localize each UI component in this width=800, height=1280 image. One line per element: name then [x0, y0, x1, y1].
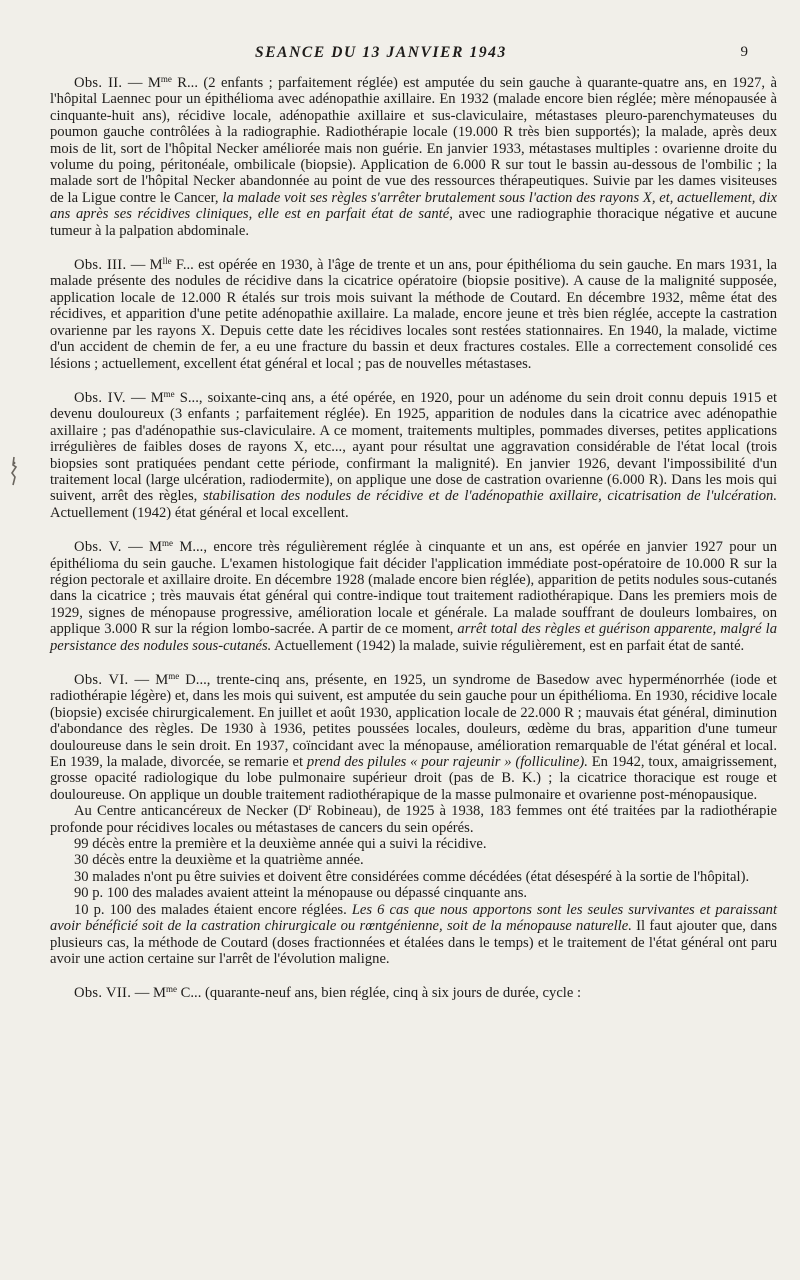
observation-label: Obs. IV.: [74, 389, 126, 406]
observation-label: Obs. V.: [74, 539, 122, 556]
observation-6: [50, 672, 777, 803]
observation-text: F... est opérée en 1930, à l'âge de trente et un ans, pour épithélioma du sein gauche. En mars 1931, la malade présente des nodules de récidive dans la cicatrice opératoire (biopsie positive). A cause de la malignité supposée, application locale de 12.000 R étalés sur trois mois suivant la méthode de Coutard. En décembre 1932, même état des récidives, et apparition d'une petite adénopathie axillaire. La malade, encore jeune et très bien réglée, accepte la castration ovarienne par les rayons X. Depuis cette date les récidives locales sont restées stationnaires. En 1940, la malade, victime d'un accident de chemin de fer, a eu une fracture du bassin et deux fractures costales. Elle a correctement consolidé ces lésions ; actuellement, excellent état général et local ; pas de nouvelles métastases.: [50, 257, 777, 372]
observation-2: [50, 75, 777, 239]
observation-text-end: Actuellement (1942) la malade, suivie régulièrement, est en parfait état de santé.: [271, 637, 745, 654]
observation-5: [50, 539, 777, 654]
title-abbrev-sup: me: [163, 388, 175, 399]
title-abbrev-sup: r: [308, 802, 312, 813]
title-abbrev-sup: me: [168, 671, 180, 681]
stat-line: 30 malades n'ont pu être suivies et doivent être considérées comme décédées (état désespéré à la sortie de l'hôpital).: [74, 868, 750, 885]
observation-italic-text: la malade voit ses règles s'arrêter brutalement sous l'action des rayons X, et, actuellement, dix ans après ses récidives cliniques, elle est en parfait état de santé,: [50, 189, 777, 223]
title-abbrev: M: [149, 539, 163, 556]
dash: —: [126, 257, 150, 274]
observation-4: [50, 390, 777, 521]
title-abbrev: M: [153, 985, 167, 1002]
observation-italic-text: arrêt total des règles et guérison apparente, malgré la persistance des nodules sous-cutanés.: [50, 621, 777, 654]
stat-line: 99 décès entre la première et la deuxième année qui a suivi la récidive.: [74, 836, 487, 853]
paragraph-text: Au Centre anticancéreux de Necker (D: [74, 803, 309, 820]
dash: —: [121, 539, 150, 556]
dash: —: [122, 75, 148, 91]
title-abbrev: M: [150, 389, 164, 406]
necker-centre-paragraph: [50, 803, 777, 836]
page-number: 9: [740, 44, 748, 60]
observation-3: [50, 257, 777, 372]
paragraph-italic-text: Les 6 cas que nous apportons sont les seules survivantes et paraissant avoir bénéficié soit de la castration chirurgicale ou rœntgénienne, soit de la ménopause naturelle.: [50, 901, 777, 935]
title-abbrev-sup: me: [166, 984, 178, 995]
dash: —: [125, 389, 151, 406]
title-abbrev: M: [149, 257, 163, 274]
observation-text: C... (quarante-neuf ans, bien réglée, cinq à six jours de durée, cycle :: [177, 985, 582, 1002]
title-abbrev: M: [147, 75, 161, 91]
title-abbrev-sup: lle: [162, 256, 172, 267]
title-abbrev-sup: me: [160, 74, 172, 84]
dash: —: [131, 985, 154, 1002]
observation-text: D..., trente-cinq ans, présente, en 1925, un syndrome de Basedow avec hyperménorrhée (iode et radiothérapie légère) et, dans les mois qui suivent, est amputée du sein gauche pour un épithélioma. En 1930, récidive locale (biopsie) excisée chirurgicalement. En juillet et août 1930, application locale de 22.000 R ; mauvais état général, diminution d'abondance des règles. De 1930 à 1936, petites poussées locales, douleurs, œdème du bras, apparition d'une tumeur douloureuse dans le sein droit. En 1937, coïncidant avec la ménopause, amélioration remarquable de l'état général et local. En 1939, la malade, divorcée, se remarie et: [50, 672, 777, 771]
title-abbrev-sup: me: [162, 538, 174, 549]
dash: —: [128, 672, 156, 688]
paragraph-text: 10 p. 100 des malades étaient encore réglées.: [74, 901, 352, 918]
observation-label: Obs. II.: [74, 75, 123, 91]
paragraph-text-end: Il faut ajouter que, dans plusieurs cas, la méthode de Coutard (doses fractionnées et étalées dans le temps) et le traitement de l'état général ont paru avoir une action certaine sur l'arrêt de l'évolution maligne.: [50, 918, 777, 967]
observation-italic-text: prend des pilules « pour rajeunir » (folliculine).: [306, 754, 588, 771]
observation-label: Obs. VII.: [74, 985, 132, 1002]
observation-text-end: Actuellement (1942) état général et local excellent.: [50, 504, 349, 521]
observation-7: [50, 985, 777, 1001]
observation-text: M..., encore très régulièrement réglée à cinquante et un ans, est opérée en janvier 1927 pour un épithélioma du sein gauche. L'examen histologique fait décider l'application immédiate post-opératoire de 10.000 R sur la région pectorale et axillaire droite. En décembre 1928 (malade encore bien réglée), apparition de petits nodules sous-cutanés dans la cicatrice ; très mauvais état général qui contre-indique tout traitement radiothérapique. Dans les premiers mois de 1929, signes de ménopause progressive, amélioration locale et générale. La malade souffrant de douleurs lombaires, on applique 3.000 R sur la région lombo-sacrée. A partir de ce moment,: [50, 539, 777, 638]
page-header: [0, 44, 800, 68]
observation-text-end: En 1942, toux, amaigrissement, grosse opacité radiologique du lobe pulmonaire supérieur droit (pas de B. K.) ; la cicatrice thoracique est rouge et douloureuse. On applique un double traitement radiothérapique de la masse pulmonaire et ovarienne post-ménopausique.: [50, 754, 777, 803]
title-abbrev: M: [155, 672, 169, 688]
observation-text-end: avec une radiographie thoracique négative et aucune tumeur à la palpation abdominale.: [50, 206, 777, 239]
running-title: SEANCE DU 13 JANVIER 1943: [255, 44, 507, 61]
conclusion-paragraph: [50, 902, 777, 968]
observation-label: Obs. VI.: [74, 672, 129, 688]
observation-label: Obs. III.: [74, 257, 127, 274]
stat-line: 30 décès entre la deuxième et la quatrième année.: [74, 852, 364, 869]
stat-line: 90 p. 100 des malades avaient atteint la ménopause ou dépassé cinquante ans.: [74, 885, 528, 902]
observation-text: R... (2 enfants ; parfaitement réglée) est amputée du sein gauche à quarante-quatre ans, en 1927, à l'hôpital Laennec pour un épithélioma avec adénopathie axillaire. En 1932 (malade encore bien réglée; mère ménopausée à cinquante-huit ans), récidive locale, adénopathie axillaire et sus-claviculaire, métastases pleuro-parenchymateuses du poumon gauche contrôlées à la radiographie. Radiothérapie locale (19.000 R très bien supportés); la malade, après deux mois de lit, sort de l'hôpital Necker améliorée mais non guérie. En janvier 1933, métastases multiples : ovarienne droite du volume du poing, péritonéale, ombilicale (biopsie). Application de 6.000 R sur tout le bassin au-dessous de l'ombilic ; la malade sort de l'hôpital Necker abandonnée au point de vue des ressources thérapeutiques. Suivie par les dames visiteuses de la Ligue contre le Cancer,: [50, 75, 777, 206]
article-body: [50, 75, 777, 1002]
observation-italic-text: stabilisation des nodules de récidive et de l'adénopathie axillaire, cicatrisation de l'ulcération.: [202, 488, 777, 505]
observation-text: S..., soixante-cinq ans, a été opérée, en 1920, pour un adénome du sein droit connu depuis 1915 et devenu douloureux (3 enfants ; parfaitement réglée). En 1925, apparition de nodules dans la cicatrice avec adénopathie axillaire ; pas d'adénopathie sus-claviculaire. A ce moment, traitements multiples, pommades diverses, petites applications irrégulières de faibles doses de rayons X, etc..., ayant pour résultat une aggravation considérable de l'état local (trois biopsies sont pratiquées pendant cette période, confirmant la malignité). En janvier 1926, devant l'impossibilité d'un traitement local (large ulcération, radiodermite), on applique une dose de castration ovarienne (6.000 R). Dans les mois qui suivent, arrêt des règles,: [50, 389, 778, 505]
paragraph-text-end: Robineau), de 1925 à 1938, 183 femmes ont été traitées par la radiothérapie profonde pour récidives locales ou métastases de cancers du sein opérés.: [50, 803, 777, 836]
margin-annotation-mark: [8, 455, 20, 489]
